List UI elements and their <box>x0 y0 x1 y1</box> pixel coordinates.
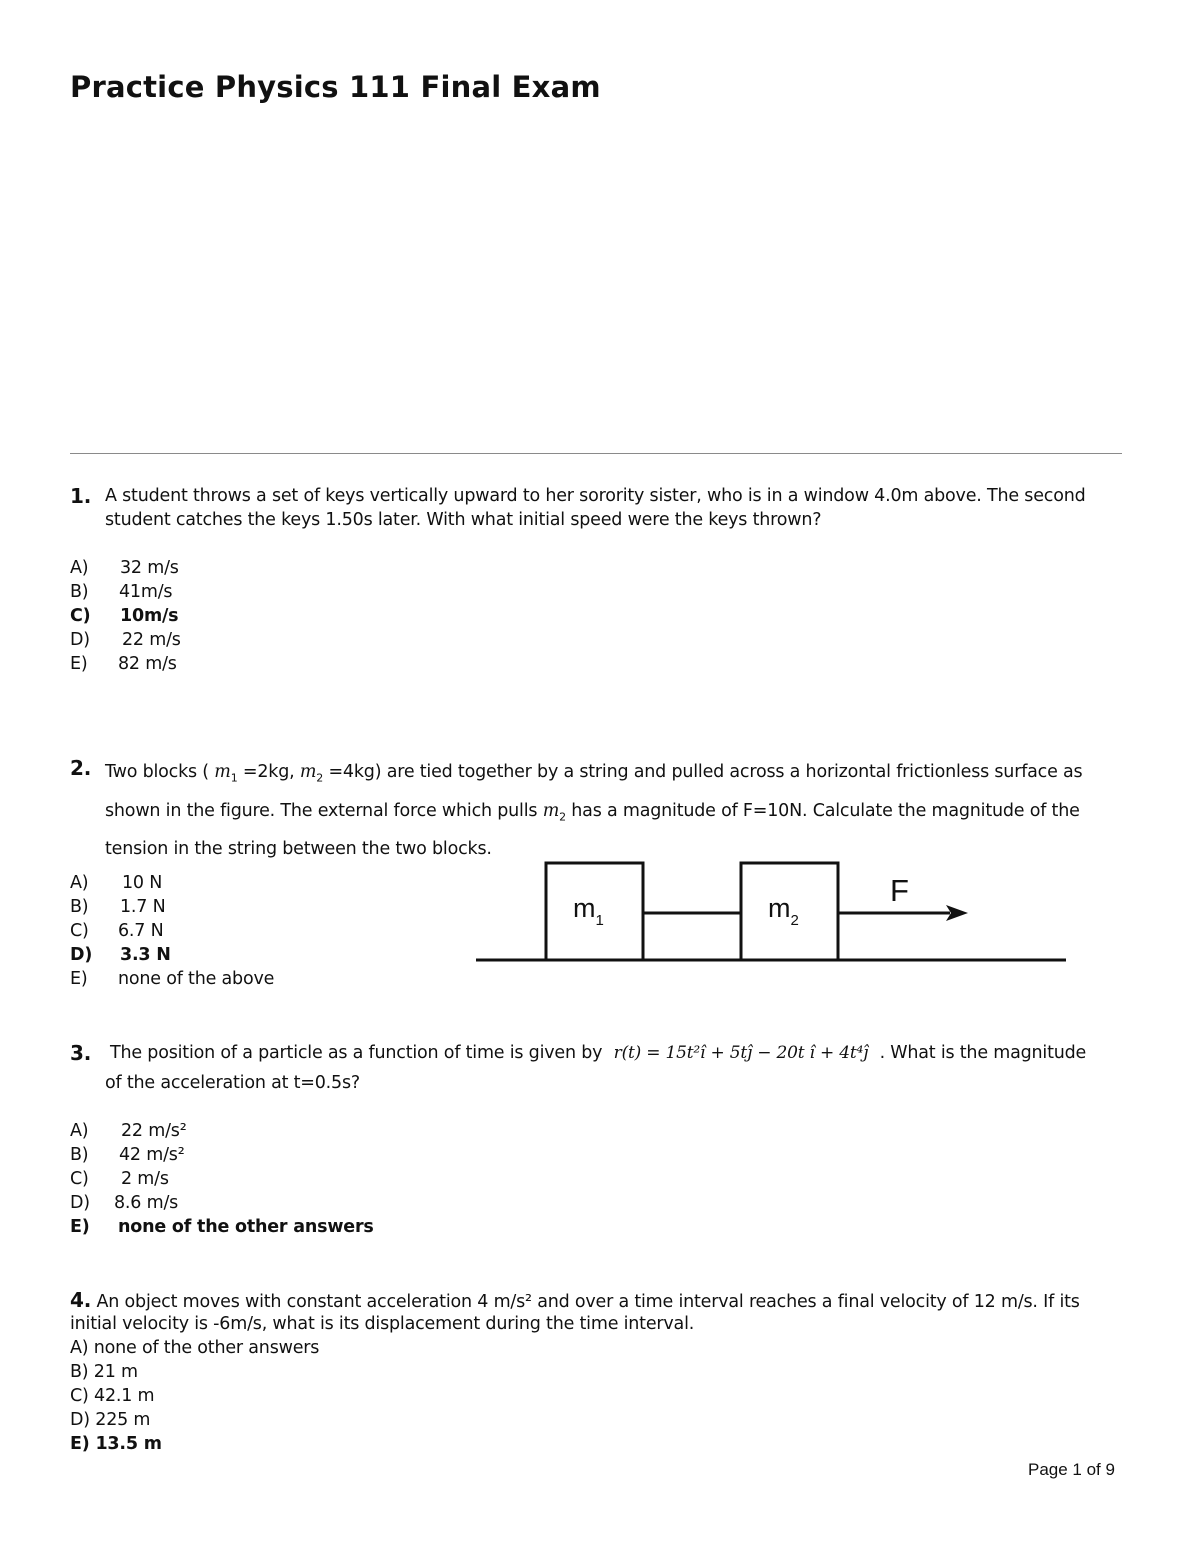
option-d: D) 225 m <box>70 1410 151 1430</box>
question-text-part: shown in the figure. The external force which pulls <box>105 800 538 821</box>
question-4 <box>70 1288 1120 1456</box>
block-m1-label: $m_1$ <box>573 893 604 929</box>
option-letter: C) <box>70 1169 89 1189</box>
question-2 <box>70 756 1083 859</box>
question-3 <box>70 1041 1087 1067</box>
block-m2-label: $m_2$ <box>768 893 799 929</box>
option-value: 3.3 N <box>120 945 171 965</box>
option-value: 2 m/s <box>121 1169 169 1189</box>
option-value: 10m/s <box>120 606 179 626</box>
question-number: 1. <box>70 484 92 508</box>
question-number: 3. <box>70 1041 92 1065</box>
blocks-figure <box>470 855 1080 970</box>
divider <box>70 453 1122 454</box>
question-text-line: of the acceleration at t=0.5s? <box>105 1073 360 1093</box>
question-text-part: =4kg) are tied together by a string and pulled across a horizontal frictionless surface as <box>328 762 1083 782</box>
option-letter: E) <box>70 969 88 989</box>
option-letter: A) <box>70 558 89 578</box>
question-text <box>110 1041 1120 1065</box>
option-value: none of the above <box>118 969 275 989</box>
option-value: 6.7 N <box>118 921 164 941</box>
question-text-part: The position of a particle as a function of time is given by <box>110 1043 603 1063</box>
option-a: A) none of the other answers <box>70 1338 320 1358</box>
option-letter: B) <box>70 897 89 917</box>
force-label: F <box>890 873 909 908</box>
question-text-part: tension in the string between the two blocks. <box>105 839 492 859</box>
option-e-correct: E) 13.5 m <box>70 1434 162 1454</box>
option-value: 32 m/s <box>120 558 179 578</box>
question-text-part: has a magnitude of F=10N. Calculate the magnitude of the <box>571 800 1080 821</box>
option-letter: B) <box>70 1145 89 1165</box>
question-text <box>105 756 1115 866</box>
option-b: B) 21 m <box>70 1362 138 1382</box>
question-text: A student throws a set of keys vertically upward to her sorority sister, who is in a window 4.0m above. The second student catches the keys 1.50s later. With what initial speed were the keys thrown? <box>105 486 1086 530</box>
question-text-part: =2kg, <box>242 762 295 782</box>
option-letter: C) <box>70 606 91 626</box>
option-value: 1.7 N <box>120 897 166 917</box>
option-letter: A) <box>70 873 89 893</box>
option-value: 10 N <box>122 873 163 893</box>
option-letter: D) <box>70 1193 90 1213</box>
mass-1-symbol: m <box>214 762 231 782</box>
option-letter: E) <box>70 1217 90 1237</box>
option-value: 41m/s <box>119 582 173 602</box>
page-number: Page 1 of 9 <box>1028 1460 1115 1479</box>
option-value: 42 m/s² <box>119 1145 185 1165</box>
option-letter: D) <box>70 945 93 965</box>
question-text: An object moves with constant acceleration 4 m/s² and over a time interval reaches a final velocity of 12 m/s. If its <box>96 1292 1080 1312</box>
option-letter: C) <box>70 921 89 941</box>
mass-2-subscript: 2 <box>316 771 324 785</box>
question-number: 4. <box>70 1288 92 1312</box>
question-text: initial velocity is -6m/s, what is its displacement during the time interval. <box>70 1314 695 1334</box>
mass-2-subscript: 2 <box>559 810 566 823</box>
option-value: 22 m/s <box>122 630 181 650</box>
option-letter: B) <box>70 582 89 602</box>
option-c: C) 42.1 m <box>70 1386 155 1406</box>
position-equation: r(t) = 15t²î + 5tĵ − 20t î + 4t⁴ĵ <box>613 1043 869 1063</box>
option-value: 82 m/s <box>118 654 177 674</box>
question-text-part: . What is the magnitude <box>879 1043 1087 1063</box>
option-letter: D) <box>70 630 90 650</box>
mass-2-symbol: m <box>542 800 560 821</box>
page-title: Practice Physics 111 Final Exam <box>70 70 601 104</box>
option-letter: E) <box>70 654 88 674</box>
question-number: 2. <box>70 756 92 780</box>
option-value: none of the other answers <box>118 1217 374 1237</box>
option-letter: A) <box>70 1121 89 1141</box>
question-text-part: Two blocks ( <box>105 762 209 782</box>
question-1 <box>70 484 1086 530</box>
mass-1-subscript: 1 <box>230 771 238 785</box>
mass-2-symbol: m <box>299 762 317 782</box>
option-value: 8.6 m/s <box>114 1193 179 1213</box>
option-value: 22 m/s² <box>121 1121 187 1141</box>
